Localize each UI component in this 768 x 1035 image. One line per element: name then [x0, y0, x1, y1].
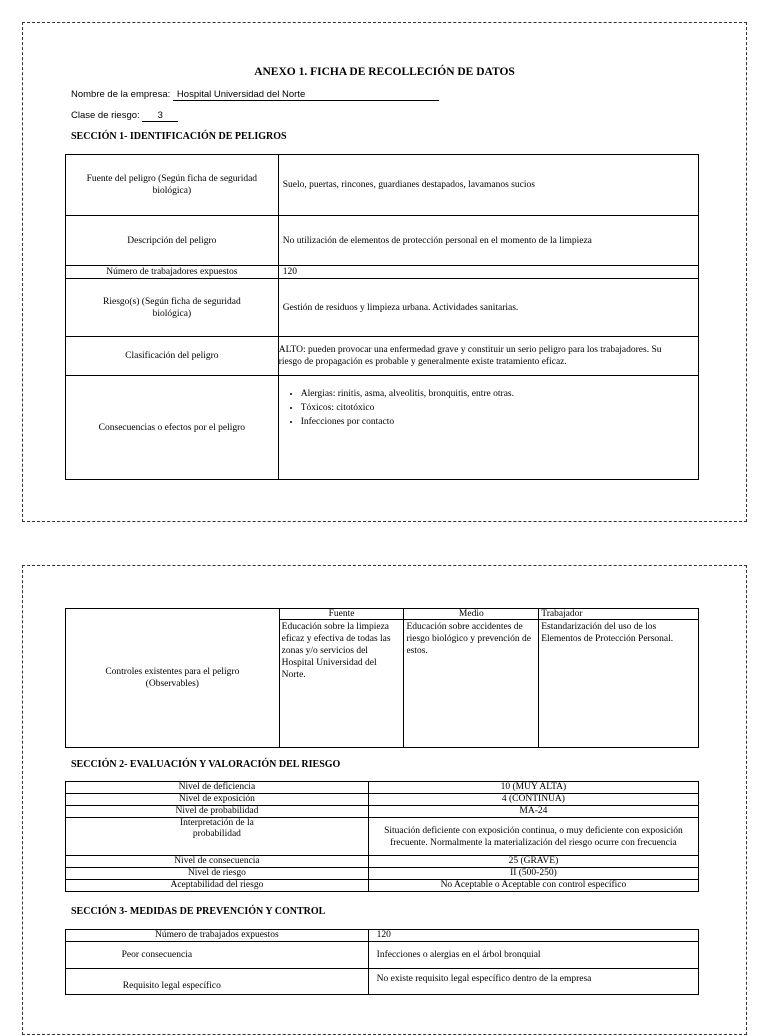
- table-row: [66, 794, 699, 806]
- control-medio: Educación sobre accidentes de riesgo biológico y prevención de estos.: [404, 620, 539, 748]
- descripcion-label: Descripción del peligro: [66, 216, 279, 266]
- measure-value: No existe requisito legal específico dentro de la empresa: [368, 969, 698, 995]
- risk-class-value: [142, 110, 178, 122]
- company-label: Nombre de la empresa:: [71, 89, 171, 100]
- page-title: ANEXO 1. FICHA DE RECOLLECIÓN DE DATOS: [254, 66, 515, 78]
- fuente-label: Fuente del peligro (Según ficha de seguridad biológica): [66, 155, 279, 216]
- table-row: [66, 279, 699, 337]
- table-row: [66, 969, 699, 995]
- table-row: [66, 856, 699, 868]
- risk-class-label: Clase de riesgo:: [71, 110, 140, 121]
- table-row: [66, 930, 699, 942]
- table-row: [66, 782, 699, 794]
- company-value: [173, 89, 439, 101]
- prevention-control-table: [65, 929, 699, 995]
- table-row: [66, 216, 699, 266]
- clasificacion-value: ALTO: pueden provocar una enfermedad grave y constituir un serio peligro para los trabajadores. Su riesgo de propagación es probable y generalmente existe tratamiento eficaz.: [278, 337, 698, 376]
- eval-value: 4 (CONTINUA): [368, 794, 698, 806]
- eval-label: Nivel de riesgo: [66, 868, 369, 880]
- hazard-identification-table: [65, 154, 699, 480]
- riesgos-value: Gestión de residuos y limpieza urbana. Actividades sanitarias.: [278, 279, 698, 337]
- risk-class-number: 3: [157, 110, 163, 121]
- table-row: [66, 806, 699, 818]
- table-row: [66, 818, 699, 856]
- eval-value: MA-24: [368, 806, 698, 818]
- list-item: • Infecciones por contacto: [301, 416, 698, 428]
- company-name: Hospital Universidad del Norte: [176, 89, 306, 100]
- eval-value: Situación deficiente con exposición continua, o muy deficiente con exposición frecuente. Normalmente la materialización del riesgo ocurre con frecuencia: [368, 818, 698, 856]
- risk-evaluation-table: [65, 781, 699, 892]
- table-row: [66, 880, 699, 892]
- eval-label: Nivel de exposición: [66, 794, 369, 806]
- consecuencias-label: Consecuencias o efectos por el peligro: [66, 376, 279, 480]
- fuente-value: Suelo, puertas, rincones, guardianes destapados, lavamanos sucios: [278, 155, 698, 216]
- control-fuente: Educación sobre la limpieza eficaz y efectiva de todas las zonas y/o servicios del Hospital Universidad del Norte.: [279, 620, 404, 748]
- existing-controls-table: [65, 608, 699, 748]
- eval-value: No Aceptable o Aceptable con control específico: [368, 880, 698, 892]
- riesgos-label: Riesgo(s) (Según ficha de seguridad biológica): [66, 279, 279, 337]
- table-row: [66, 266, 699, 279]
- section-3-title: SECCIÓN 3- MEDIDAS DE PREVENCIÓN Y CONTROL: [71, 906, 326, 917]
- table-row: [66, 942, 699, 969]
- measure-value: Infecciones o alergias en el árbol bronquial: [368, 942, 698, 969]
- measure-label: Requisito legal específico: [66, 969, 369, 995]
- controles-label: Controles existentes para el peligro (Observables): [66, 609, 280, 748]
- company-line: [71, 89, 439, 101]
- descripcion-value: No utilización de elementos de protección personal en el momento de la limpieza: [278, 216, 698, 266]
- header-fuente: Fuente: [279, 609, 404, 620]
- header-medio: Medio: [404, 609, 539, 620]
- table-row: [66, 155, 699, 216]
- header-trabajador: Trabajador: [539, 609, 699, 620]
- eval-value: II (500-250): [368, 868, 698, 880]
- eval-label: Aceptabilidad del riesgo: [66, 880, 369, 892]
- section-2-title: SECCIÓN 2- EVALUACIÓN Y VALORACIÓN DEL RIESGO: [71, 759, 341, 770]
- measure-value: 120: [368, 930, 698, 942]
- eval-value: 25 (GRAVE): [368, 856, 698, 868]
- table-row: [66, 376, 699, 480]
- clasificacion-label: Clasificación del peligro: [66, 337, 279, 376]
- table-row: [66, 868, 699, 880]
- measure-label: Peor consecuencia: [66, 942, 369, 969]
- risk-class-line: [71, 110, 178, 122]
- eval-label: Interpretación de la probabilidad: [66, 818, 369, 856]
- measure-label: Número de trabajados expuestos: [66, 930, 369, 942]
- control-trabajador: Estandarización del uso de los Elementos de Protección Personal.: [539, 620, 699, 748]
- eval-label: Nivel de consecuencia: [66, 856, 369, 868]
- trabajadores-label: Número de trabajadores expuestos: [66, 266, 279, 279]
- consecuencias-value: [278, 376, 698, 480]
- table-row: [66, 337, 699, 376]
- eval-label: Nivel de deficiencia: [66, 782, 369, 794]
- list-item: • Alergias: rinitis, asma, alveolitis, bronquitis, entre otras.: [301, 388, 698, 400]
- section-1-title: SECCIÓN 1- IDENTIFICACIÓN DE PELIGROS: [71, 131, 287, 142]
- trabajadores-value: 120: [278, 266, 698, 279]
- eval-label: Nivel de probabilidad: [66, 806, 369, 818]
- eval-value: 10 (MUY ALTA): [368, 782, 698, 794]
- table-row: [66, 609, 699, 620]
- consequences-list: [279, 388, 698, 428]
- list-item: • Tóxicos: citotóxico: [301, 402, 698, 414]
